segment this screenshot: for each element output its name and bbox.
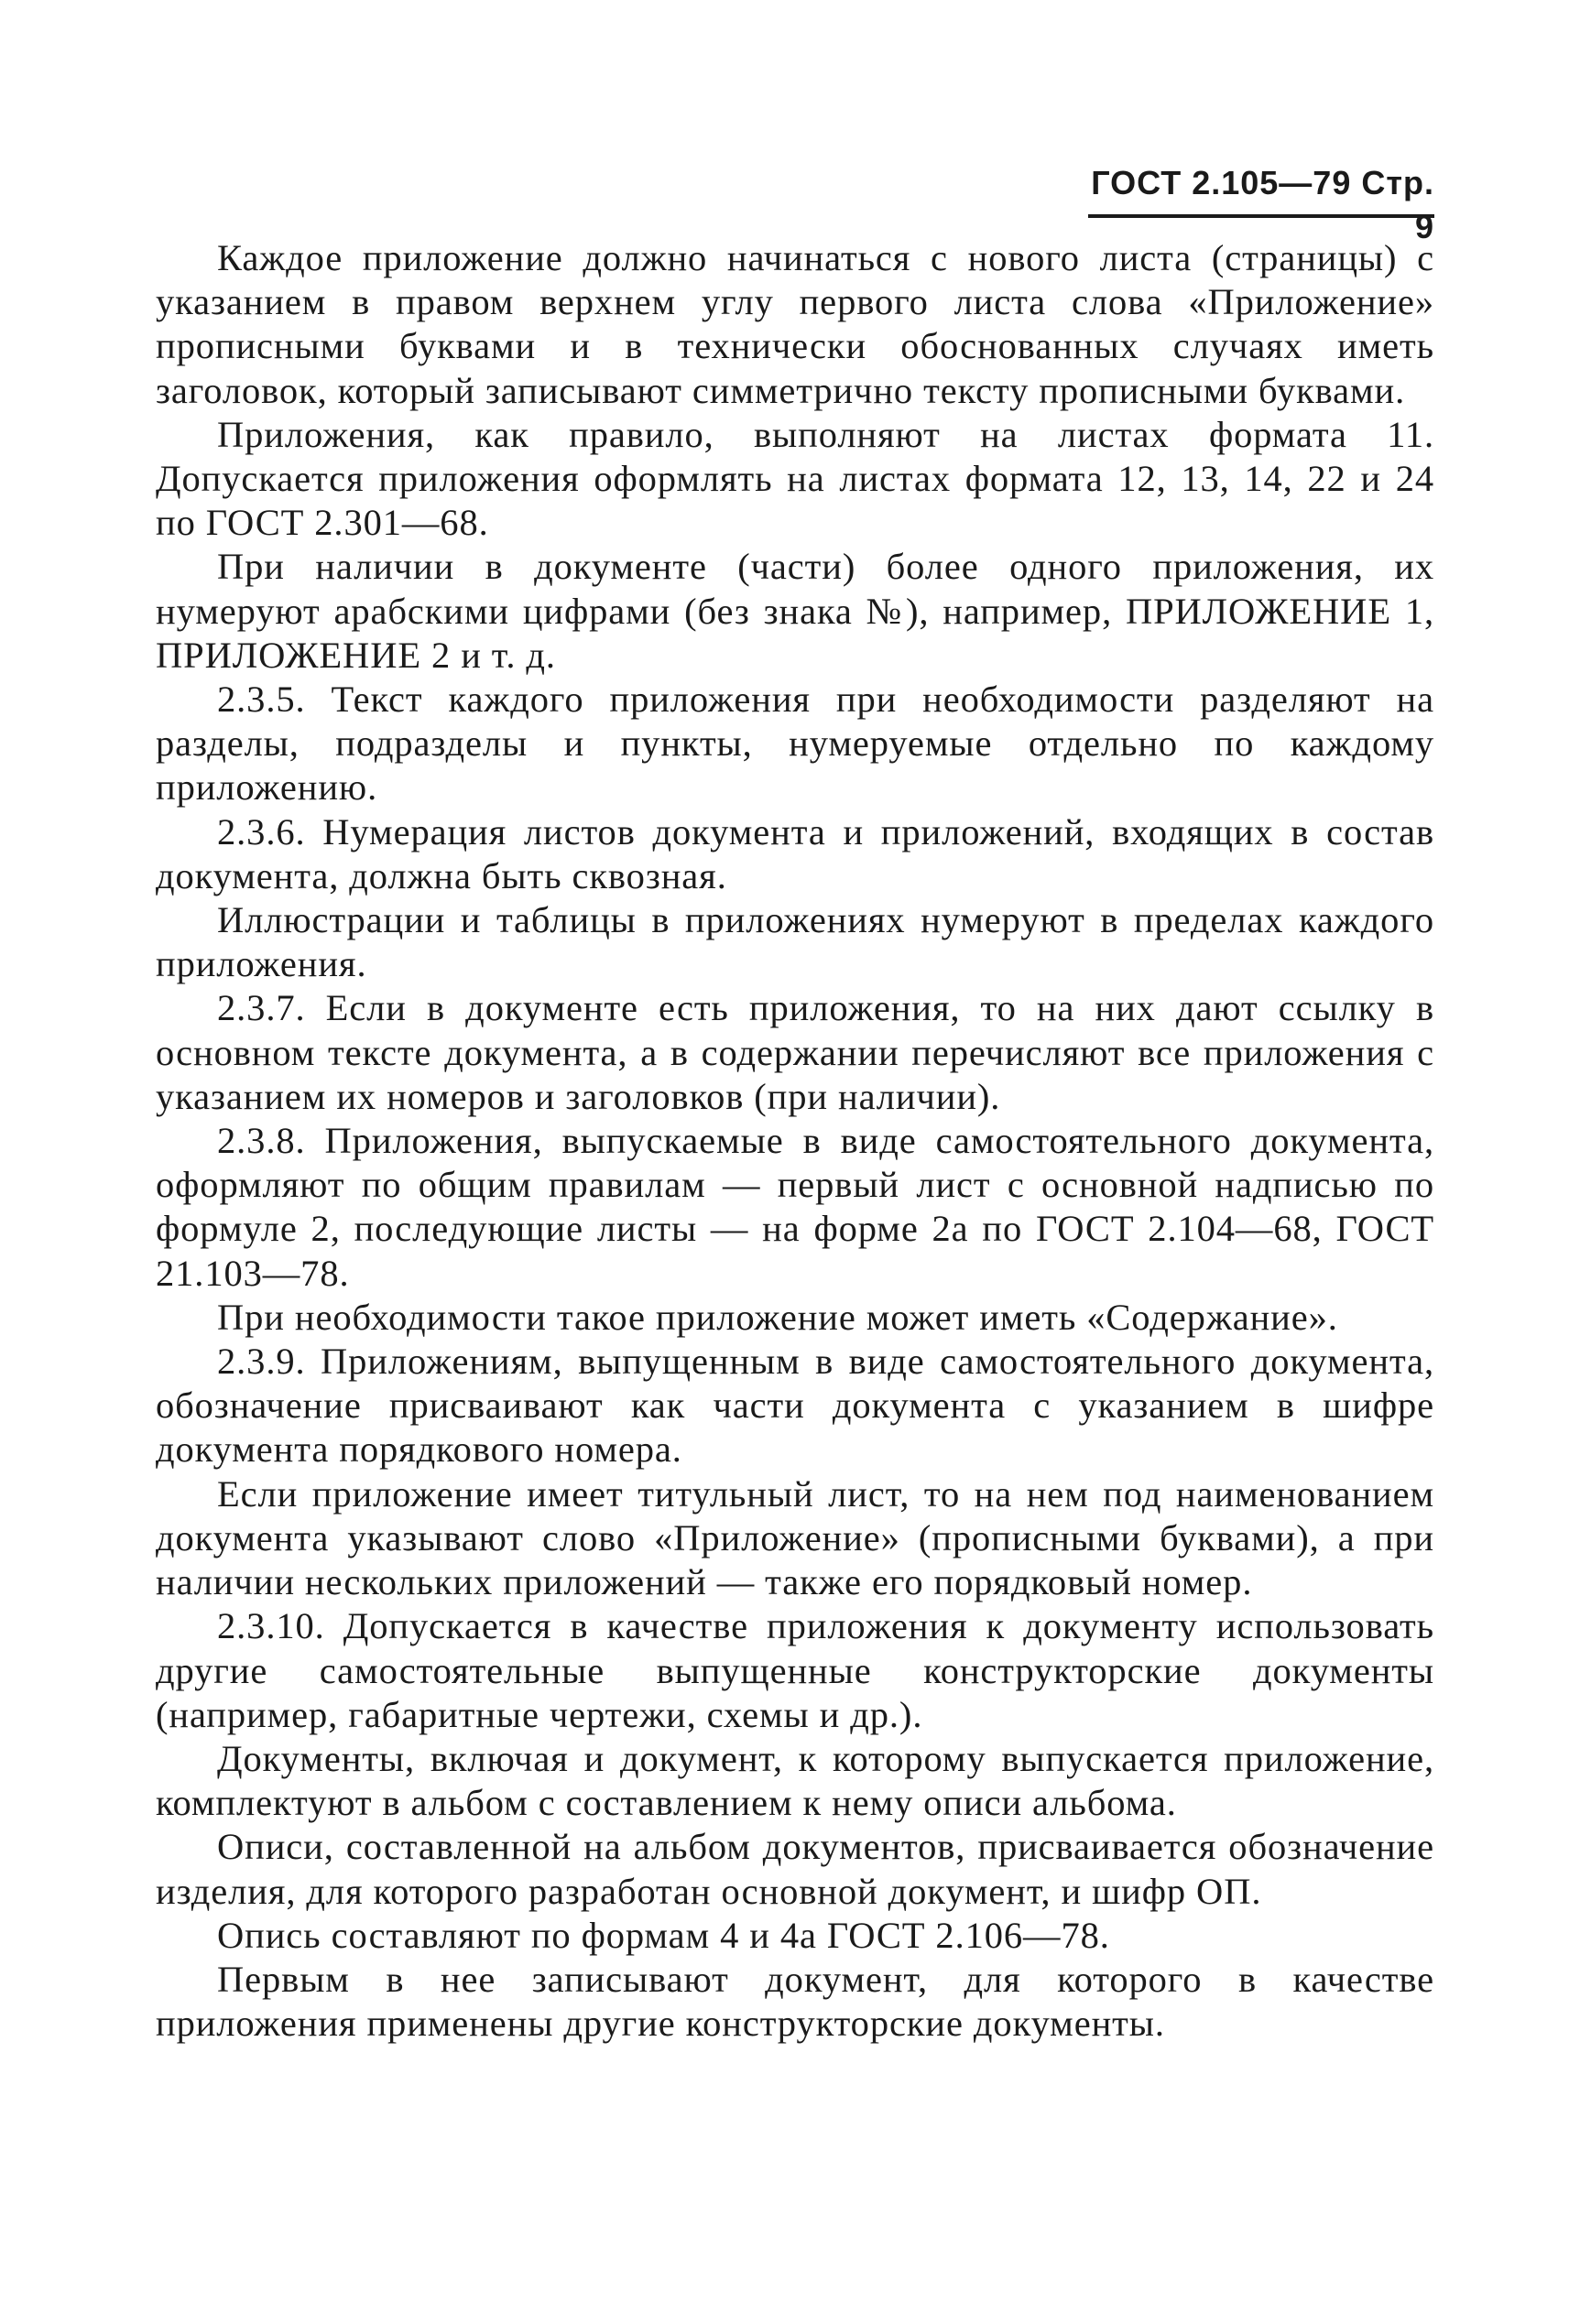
document-body	[156, 236, 1434, 2046]
page-number: Стр. 9	[1361, 164, 1434, 245]
paragraph: 2.3.5. Текст каждого приложения при необходимости разделяют на разделы, подразделы и пункты, нумеруемые отдельно по каждому приложению.	[156, 679, 1434, 809]
paragraph: Первым в нее записывают документ, для которого в качестве приложения применены другие конструкторские документы.	[156, 1958, 1434, 2045]
paragraph: При необходимости такое приложение может иметь «Содержание».	[217, 1296, 1338, 1338]
paragraph: Опись составляют по формам 4 и 4а ГОСТ 2.106—78.	[217, 1914, 1110, 1956]
paragraph: Если приложение имеет титульный лист, то на нем под наименованием документа указывают слово «Приложение» (прописными буквами), а при наличии нескольких приложений — также его порядковый номер.	[156, 1472, 1434, 1603]
paragraph: При наличии в документе (части) более одного приложения, их нумеруют арабскими цифрами (без знака №), например, ПРИЛОЖЕНИЕ 1, ПРИЛОЖЕНИЕ 2 и т. д.	[156, 546, 1434, 676]
paragraph: 2.3.8. Приложения, выпускаемые в виде самостоятельного документа, оформляют по общим правилам — первый лист с основной надписью по формуле 2, последующие листы — на форме 2а по ГОСТ 2.104—68, ГОСТ 21.103—78.	[156, 1120, 1434, 1294]
paragraph: Приложения, как правило, выполняют на листах формата 11. Допускается приложения оформлять на листах формата 12, 13, 14, 22 и 24 по ГОСТ 2.301—68.	[156, 413, 1434, 544]
paragraph: 2.3.9. Приложениям, выпущенным в виде самостоятельного документа, обозначение присваивают как части документа с указанием в шифре документа порядкового номера.	[156, 1341, 1434, 1471]
paragraph: 2.3.10. Допускается в качестве приложения к документу использовать другие самостоятельные выпущенные конструкторские документы (например, габаритные чертежи, схемы и др.).	[156, 1605, 1434, 1735]
paragraph: Документы, включая и документ, к которому выпускается приложение, комплектуют в альбом с составлением к нему описи альбома.	[156, 1737, 1434, 1824]
paragraph: Иллюстрации и таблицы в приложениях нумеруют в пределах каждого приложения.	[156, 899, 1434, 985]
standard-number: ГОСТ 2.105—79	[1091, 164, 1352, 201]
paragraph: 2.3.7. Если в документе есть приложения, то на них дают ссылку в основном тексте документа, а в содержании перечисляют все приложения с указанием их номеров и заголовков (при наличии).	[156, 987, 1434, 1117]
paragraph: 2.3.6. Нумерация листов документа и приложений, входящих в состав документа, должна быть сквозная.	[156, 810, 1434, 896]
paragraph: Каждое приложение должно начинаться с нового листа (страницы) с указанием в правом верхнем углу первого листа слова «Приложение» прописными буквами и в технически обоснованных случаях иметь заголовок, который записывают симметрично тексту прописными буквами.	[156, 237, 1434, 411]
paragraph: Описи, составленной на альбом документов, присваивается обозначение изделия, для которого разработан основной документ, и шифр ОП.	[156, 1826, 1434, 1912]
page-header	[1088, 161, 1434, 245]
